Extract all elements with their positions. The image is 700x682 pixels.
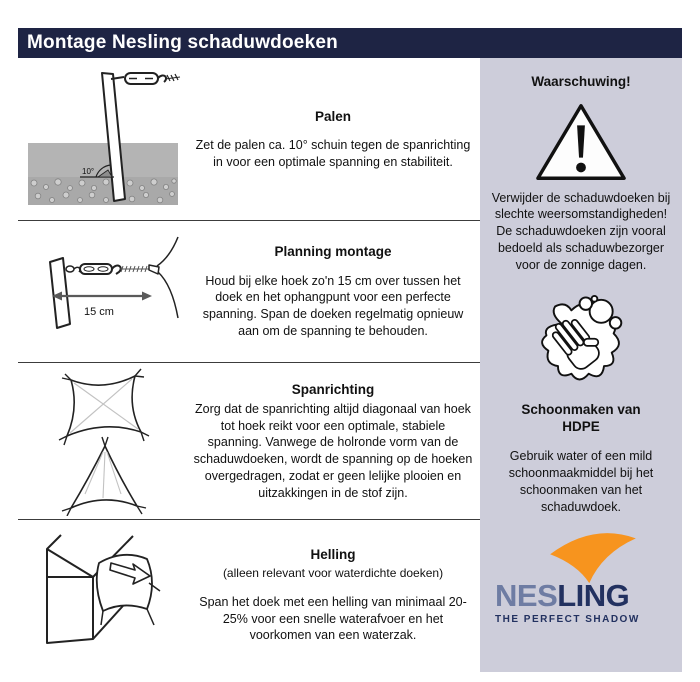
tilted-pole-icon (22, 67, 182, 212)
sloped-cloth-icon (23, 521, 181, 669)
instructions-column (18, 58, 480, 670)
section-helling-text (186, 546, 480, 644)
section-planning-text (186, 243, 480, 339)
turnbuckle-spacing-icon (23, 234, 181, 350)
section-palen-text (186, 108, 480, 171)
section-spanrichting-text (186, 381, 480, 502)
warning-triangle-icon (534, 99, 628, 185)
info-sidebar (480, 58, 682, 672)
logo-wordmark (495, 577, 667, 613)
angle-label: 10° (82, 166, 95, 176)
section-palen (18, 58, 480, 221)
section-subtitle: (alleen relevant voor waterdichte doeken) (222, 565, 444, 580)
cleaning-title: Schoonmaken van HDPE (521, 401, 641, 435)
warning-title: Waarschuwing! (531, 74, 631, 89)
section-body: Zet de palen ca. 10° schuin tegen de spanrichting in voor een optimale spanning en stabiliteit. (195, 137, 471, 169)
section-title: Palen (314, 108, 352, 124)
section-planning-montage (18, 221, 480, 363)
spacing-illustration (18, 234, 186, 350)
nesling-logo (495, 530, 667, 625)
square-triangle-cloth-icon (23, 366, 181, 516)
section-body: Span het doek met een helling van minimaal 20-25% voor een snelle waterafvoer en het voorkomen van een waterzak. (199, 594, 467, 643)
section-helling (18, 520, 480, 670)
section-title: Planning montage (274, 244, 392, 260)
logo-text-ling: LING (557, 577, 630, 613)
slope-illustration (18, 521, 186, 669)
section-body: Zorg dat de spanrichting altijd diagonaal van hoek tot hoek reikt voor een optimale, stabiele spanning. Vanwege de holronde vorm van de schaduwdoeken, wordt de spanning op de hoeken overgedragen, zodat er geen lelijke plooien en uitzakkingen in de stof zijn. (193, 401, 473, 500)
pole-illustration (18, 67, 186, 212)
warning-body: Verwijder de schaduwdoeken bij slechte weersomstandigheden! De schaduwdoeken zijn vooral bedoeld als schaduwbezorger voor de zonnige dagen. (491, 190, 671, 273)
section-spanrichting (18, 363, 480, 520)
logo-text-nes: NES (495, 577, 558, 613)
cleaning-body: Gebruik water of een mild schoonmaakmiddel bij het schoonmaken van het schaduwdoek. (508, 449, 654, 514)
sail-logo-icon (547, 530, 639, 584)
cloth-shapes-illustration (18, 366, 186, 516)
hand-wash-icon (533, 294, 629, 392)
distance-label: 15 cm (84, 305, 114, 318)
section-title: Helling (310, 546, 356, 562)
logo-tagline: THE PERFECT SHADOW (495, 613, 640, 625)
section-body: Houd bij elke hoek zo'n 15 cm over tussen het doek en het ophangpunt voor een perfecte spanning. Span de doeken regelmatig opnieuw aan om de spanning te behouden. (202, 273, 464, 338)
page-title: Montage Nesling schaduwdoeken (18, 28, 682, 58)
section-title: Spanrichting (291, 381, 375, 397)
